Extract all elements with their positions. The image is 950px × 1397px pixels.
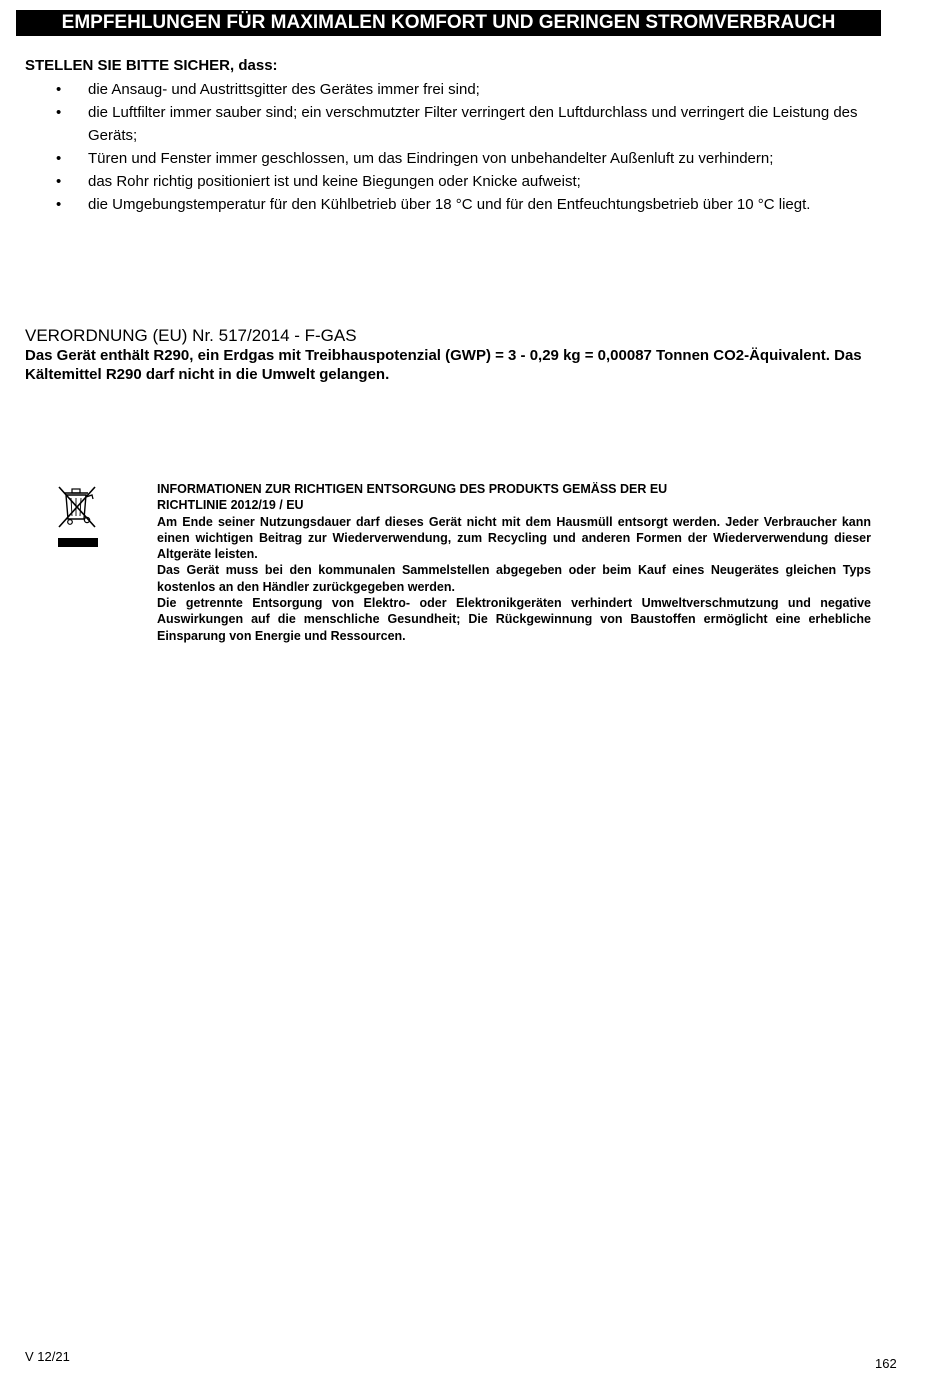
disposal-title-line-2: RICHTLINIE 2012/19 / EU — [157, 498, 304, 513]
disposal-paragraph: Am Ende seiner Nutzungsdauer darf dieses Gerät nicht mit dem Hausmüll entsorgt werden. Jeder Verbraucher kann einen wichtigen Beitrag zur Wiederverwendung, zum Recycling und anderen Formen der Wiederverwendung dieser Altgeräte leisten. — [157, 514, 871, 562]
disposal-title-line-1: INFORMATIONEN ZUR RICHTIGEN ENTSORGUNG DES PRODUKTS GEMÄSS DER EU — [157, 482, 668, 496]
recommendations-list — [25, 78, 875, 216]
crossed-out-wheelie-bin-icon — [55, 481, 101, 551]
list-item: • das Rohr richtig positioniert ist und keine Biegungen oder Knicke aufweist; — [25, 170, 875, 193]
disposal-paragraph: Das Gerät muss bei den kommunalen Sammelstellen abgegeben oder beim Kauf eines Neugerätes gleichen Typs kostenlos an den Händler zurückgegeben werden. — [157, 563, 871, 594]
regulation-text: Das Gerät enthält R290, ein Erdgas mit Treibhauspotenzial (GWP) = 3 - 0,29 kg = 0,00087 Tonnen CO2-Äquivalent. Das Kältemittel R290 darf nicht in die Umwelt gelangen. — [25, 347, 862, 383]
disposal-information — [157, 481, 871, 644]
list-item: • die Luftfilter immer sauber sind; ein verschmutzter Filter verringert den Luftdurchlass und verringert die Leistung des Geräts; — [25, 101, 875, 147]
recommendations-intro: STELLEN SIE BITTE SICHER, dass: — [25, 57, 278, 74]
list-item: • Türen und Fenster immer geschlossen, um das Eindringen von unbehandelter Außenluft zu verhindern; — [25, 147, 875, 170]
regulation-heading: VERORDNUNG (EU) Nr. 517/2014 - F-GAS — [25, 326, 357, 345]
page-number: 162 — [875, 1356, 897, 1371]
version-label: V 12/21 — [25, 1349, 70, 1364]
section-banner-title: EMPFEHLUNGEN FÜR MAXIMALEN KOMFORT UND GERINGEN STROMVERBRAUCH — [16, 10, 881, 36]
disposal-paragraph: Die getrennte Entsorgung von Elektro- oder Elektronikgeräten verhindert Umweltverschmutzung und negative Auswirkungen auf die menschliche Gesundheit; Die Rückgewinnung von Baustoffen ermöglicht eine erhebliche Einsparung von Energie und Ressourcen. — [157, 596, 871, 643]
list-item: • die Ansaug- und Austrittsgitter des Gerätes immer frei sind; — [25, 78, 875, 101]
list-item: • die Umgebungstemperatur für den Kühlbetrieb über 18 °C und für den Entfeuchtungsbetrieb über 10 °C liegt. — [25, 193, 875, 216]
